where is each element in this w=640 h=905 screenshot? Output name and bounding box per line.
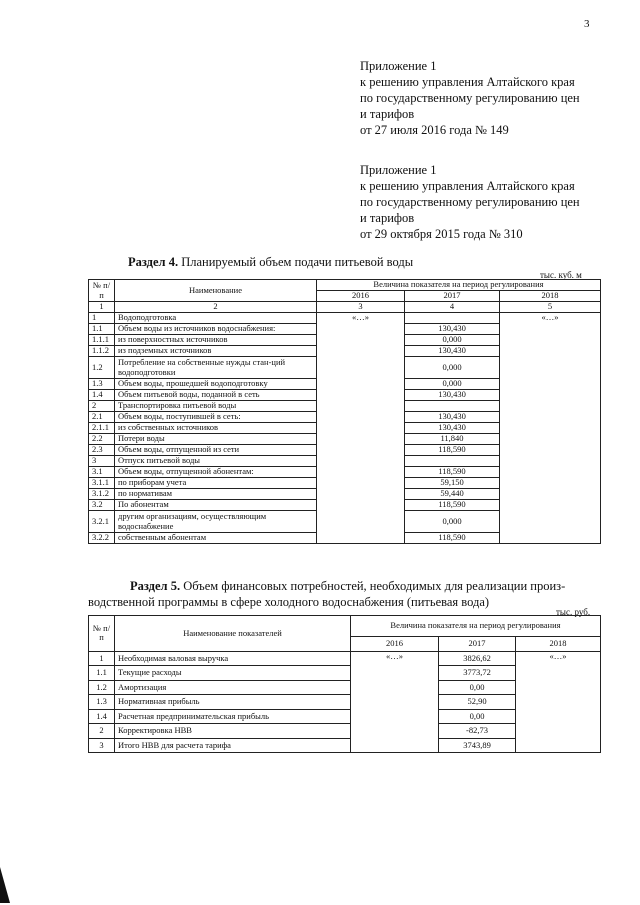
placeholder-2016: «…»: [351, 651, 439, 753]
row-num: 2.3: [89, 445, 115, 456]
value-2017: 0,00: [439, 680, 516, 695]
row-name: Потери воды: [115, 434, 317, 445]
index-cell: 3: [317, 302, 405, 313]
value-2017: 130,430: [405, 390, 500, 401]
appendix-line: к решению управления Алтайского края: [360, 179, 575, 193]
row-name: по приборам учета: [115, 478, 317, 489]
appendix-line: Приложение 1: [360, 163, 437, 177]
section5-unit: тыс. руб.: [556, 607, 591, 617]
value-2017: 3743,89: [439, 738, 516, 753]
value-2017: 0,000: [405, 357, 500, 379]
row-name: Объем питьевой воды, поданной в сеть: [115, 390, 317, 401]
appendix-line: от 27 июля 2016 года № 149: [360, 123, 509, 137]
value-2017: 59,150: [405, 478, 500, 489]
row-num: 2.1.1: [89, 423, 115, 434]
header-year: 2016: [317, 291, 405, 302]
row-name: другим организациям, осуществляющим водоснабжение: [115, 511, 317, 533]
row-name: из подземных источников: [115, 346, 317, 357]
table-index-row: [89, 302, 601, 313]
row-num: 1.4: [89, 390, 115, 401]
scan-edge-mark: [0, 865, 12, 905]
row-num: 3.1.1: [89, 478, 115, 489]
row-num: 1.4: [89, 709, 115, 724]
section4-title: Раздел 4. Планируемый объем подачи питьевой воды: [128, 255, 414, 269]
table-header-row: [89, 280, 601, 291]
row-name: по нормативам: [115, 489, 317, 500]
row-num: 3: [89, 738, 115, 753]
section4-table: [88, 279, 601, 544]
appendix-line: Приложение 1: [360, 59, 437, 73]
value-2017: 118,590: [405, 533, 500, 544]
row-num: 1.3: [89, 379, 115, 390]
appendix-line: по государственному регулированию цен: [360, 91, 580, 105]
row-name: из поверхностных источников: [115, 335, 317, 346]
row-num: 2.1: [89, 412, 115, 423]
row-num: 3.1: [89, 467, 115, 478]
row-name: Корректировка НВВ: [115, 724, 351, 739]
header-year: 2018: [516, 637, 601, 652]
row-name: По абонентам: [115, 500, 317, 511]
index-cell: 1: [89, 302, 115, 313]
row-name: Объем воды, прошедшей водоподготовку: [115, 379, 317, 390]
row-num: 2.2: [89, 434, 115, 445]
index-cell: 4: [405, 302, 500, 313]
index-cell: 5: [500, 302, 601, 313]
row-name: из собственных источников: [115, 423, 317, 434]
section5-title-line2: водственной программы в сфере холодного водоснабжения (питьевая вода): [88, 595, 490, 609]
section5-title: Раздел 5. Объем финансовых потребностей, необходимых для реализации произ-: [130, 579, 566, 593]
table-row: [89, 313, 601, 324]
appendix-block-1: [360, 58, 580, 138]
row-name: Объем воды, отпущенной абонентам:: [115, 467, 317, 478]
row-num: 1.1.2: [89, 346, 115, 357]
row-num: 3.2.2: [89, 533, 115, 544]
header-period: Величина показателя на период регулирования: [317, 280, 601, 291]
row-num: 1.2: [89, 357, 115, 379]
header-name: Наименование показателей: [115, 616, 351, 652]
row-num: 1: [89, 313, 115, 324]
value-2017: [405, 313, 500, 324]
value-2017: 118,590: [405, 500, 500, 511]
table-row: [89, 651, 601, 666]
value-2017: 0,000: [405, 511, 500, 533]
row-name: Объем воды из источников водоснабжения:: [115, 324, 317, 335]
value-2017: 0,00: [439, 709, 516, 724]
row-name: Отпуск питьевой воды: [115, 456, 317, 467]
header-num: № п/п: [89, 616, 115, 652]
value-2017: 130,430: [405, 412, 500, 423]
section4-unit: тыс. куб. м: [540, 270, 582, 280]
row-num: 2: [89, 401, 115, 412]
value-2017: 118,590: [405, 467, 500, 478]
row-name: Расчетная предпринимательская прибыль: [115, 709, 351, 724]
row-name: Потребление на собственные нужды стан-ций водоподготовки: [115, 357, 317, 379]
row-num: 2: [89, 724, 115, 739]
value-2017: 0,000: [405, 379, 500, 390]
value-2017: 0,000: [405, 335, 500, 346]
appendix-line: по государственному регулированию цен: [360, 195, 580, 209]
row-num: 1.3: [89, 695, 115, 710]
appendix-line: и тарифов: [360, 211, 415, 225]
row-name: Объем воды, отпущенной из сети: [115, 445, 317, 456]
header-year: 2016: [351, 637, 439, 652]
placeholder-2016: «…»: [317, 313, 405, 544]
header-year: 2017: [439, 637, 516, 652]
value-2017: [405, 401, 500, 412]
row-name: Объем воды, поступившей в сеть:: [115, 412, 317, 423]
value-2017: [405, 456, 500, 467]
row-num: 1: [89, 651, 115, 666]
index-cell: 2: [115, 302, 317, 313]
row-name: Транспортировка питьевой воды: [115, 401, 317, 412]
row-num: 3.2: [89, 500, 115, 511]
placeholder-2018: «…»: [516, 651, 601, 753]
row-num: 3.1.2: [89, 489, 115, 500]
value-2017: 52,90: [439, 695, 516, 710]
table-header-row: [89, 616, 601, 637]
value-2017: 130,430: [405, 423, 500, 434]
row-name: Водоподготовка: [115, 313, 317, 324]
header-year: 2017: [405, 291, 500, 302]
row-num: 1.1: [89, 666, 115, 681]
row-name: Необходимая валовая выручка: [115, 651, 351, 666]
appendix-line: и тарифов: [360, 107, 415, 121]
row-num: 1.2: [89, 680, 115, 695]
section5-table: [88, 615, 601, 753]
row-name: Амортизация: [115, 680, 351, 695]
value-2017: 130,430: [405, 346, 500, 357]
row-name: Текущие расходы: [115, 666, 351, 681]
row-num: 3.2.1: [89, 511, 115, 533]
value-2017: 59,440: [405, 489, 500, 500]
row-num: 3: [89, 456, 115, 467]
value-2017: 3826,62: [439, 651, 516, 666]
header-num: № п/п: [89, 280, 115, 302]
placeholder-2018: «…»: [500, 313, 601, 544]
header-name: Наименование: [115, 280, 317, 302]
page-number: 3: [584, 18, 590, 30]
value-2017: 11,840: [405, 434, 500, 445]
appendix-line: к решению управления Алтайского края: [360, 75, 575, 89]
appendix-block-2: [360, 162, 580, 242]
value-2017: 3773,72: [439, 666, 516, 681]
row-name: Итого НВВ для расчета тарифа: [115, 738, 351, 753]
row-num: 1.1.1: [89, 335, 115, 346]
appendix-line: от 29 октября 2015 года № 310: [360, 227, 523, 241]
value-2017: -82,73: [439, 724, 516, 739]
header-period: Величина показателя на период регулирования: [351, 616, 601, 637]
value-2017: 130,430: [405, 324, 500, 335]
value-2017: 118,590: [405, 445, 500, 456]
row-num: 1.1: [89, 324, 115, 335]
row-name: собственным абонентам: [115, 533, 317, 544]
row-name: Нормативная прибыль: [115, 695, 351, 710]
header-year: 2018: [500, 291, 601, 302]
